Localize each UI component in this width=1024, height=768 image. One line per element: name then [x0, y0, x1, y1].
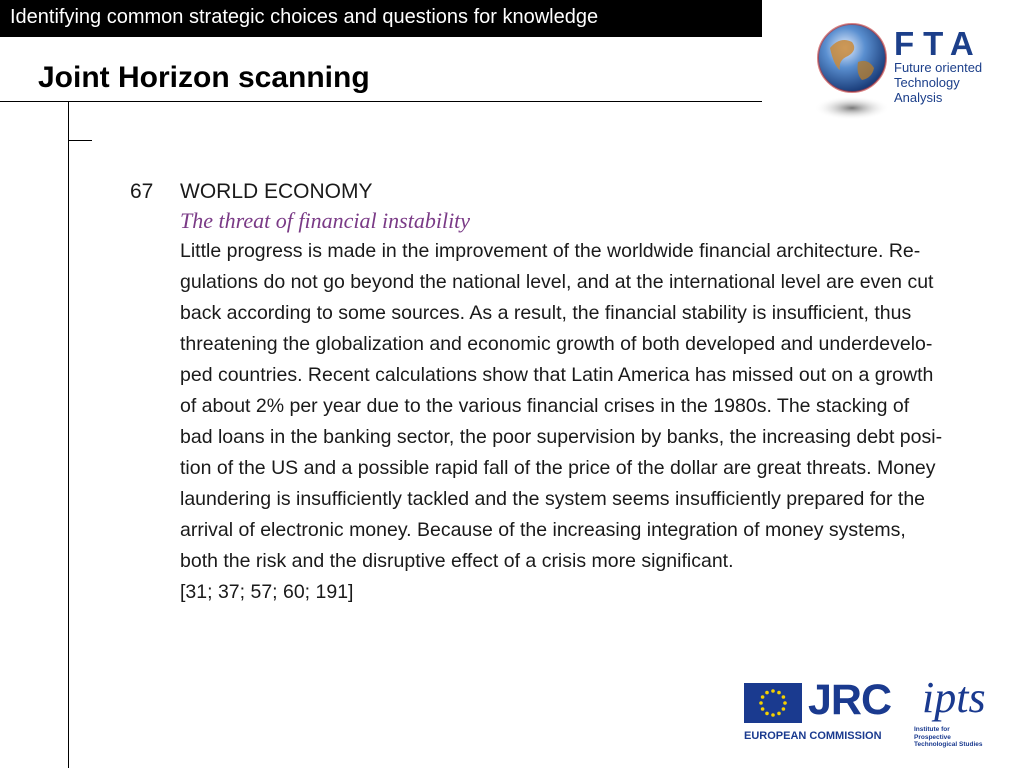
fta-subtitle [894, 60, 994, 105]
body-line: laundering is insufficiently tackled and the system seems insufficiently prepared for the [180, 488, 926, 510]
body-line: gulations do not go beyond the national level, and at the international level are even cut [180, 271, 934, 293]
jrc-logo [742, 676, 892, 745]
jrc-letters: JRC [808, 676, 892, 724]
slide-header-bar [0, 0, 762, 37]
globe-icon [812, 18, 892, 128]
entry-heading [130, 178, 970, 206]
ipts-logo [910, 673, 1010, 756]
ipts-text-line: Institute for [914, 726, 950, 733]
entry-references: [31; 37; 57; 60; 191] [180, 581, 354, 603]
body-line: both the risk and the disruptive effect of a crisis more significant. [180, 550, 734, 572]
entry-subtitle: The threat of financial instability [180, 208, 471, 233]
body-line: arrival of electronic money. Because of the increasing integration of money systems, [180, 519, 906, 541]
header-text: Identifying common strategic choices and questions for knowledge [10, 6, 599, 28]
ipts-text-line: Technological Studies [914, 741, 983, 748]
ipts-text [914, 726, 983, 749]
eu-flag-icon [744, 683, 802, 723]
vertical-divider [68, 101, 69, 768]
ec-label: EUROPEAN COMMISSION [744, 730, 882, 742]
entry-number: 67 [130, 180, 154, 203]
fta-subtitle-line: Analysis [894, 90, 943, 105]
ipts-text-line: Prospective [914, 733, 951, 741]
body-line: back according to some sources. As a result, the financial stability is insufficient, thus [180, 302, 912, 324]
body-line: ped countries. Recent calculations show that Latin America has missed out on a growth [180, 364, 934, 386]
body-line: Little progress is made in the improvement of the worldwide financial architecture. Re- [180, 240, 921, 262]
fta-subtitle-line: Future oriented [894, 60, 983, 75]
body-line: bad loans in the banking sector, the poor supervision by banks, the increasing debt posi- [180, 426, 943, 448]
page-title: Joint Horizon scanning [38, 61, 370, 94]
title-divider [0, 101, 762, 102]
tick-mark [68, 140, 92, 141]
fta-letters: FTA [894, 25, 983, 62]
fta-subtitle-line: Technology [894, 75, 960, 90]
body-line: tion of the US and a possible rapid fall of the price of the dollar are great threats. Money [180, 457, 936, 479]
body-line: threatening the globalization and economic growth of both developed and underdevelo- [180, 333, 933, 355]
entry-body [180, 236, 970, 608]
horizon-entry [130, 178, 970, 608]
ipts-mark: ipts [922, 673, 986, 722]
fta-logo [812, 18, 992, 128]
entry-category: WORLD ECONOMY [180, 180, 373, 203]
body-line: of about 2% per year due to the various financial crises in the 1980s. The stacking of [180, 395, 910, 417]
